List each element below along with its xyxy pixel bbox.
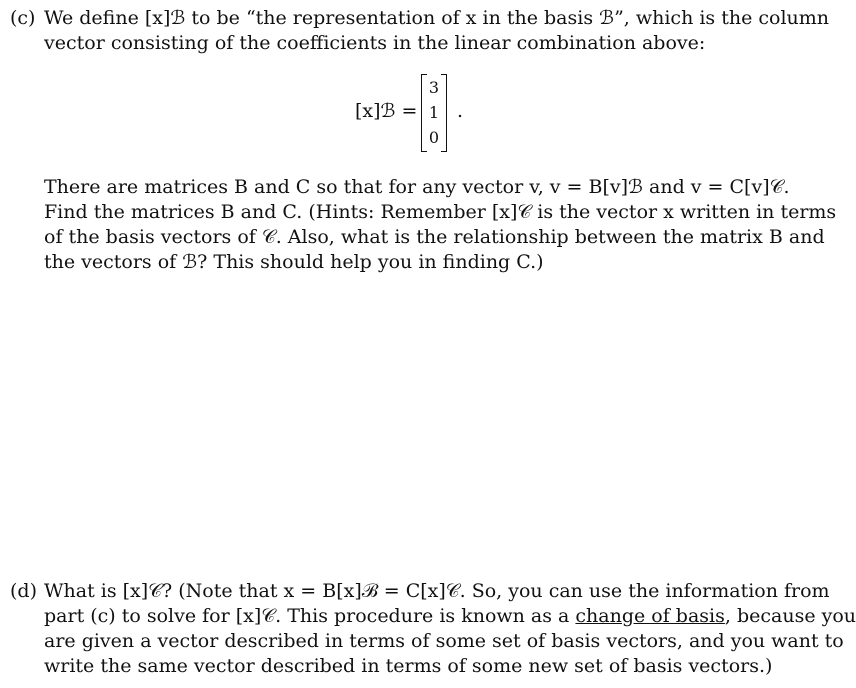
right-bracket	[441, 74, 447, 152]
part-c-label: (c)	[10, 7, 36, 29]
vector-entry: 3	[428, 78, 440, 97]
equation-lhs: [x]ℬ =	[355, 100, 418, 122]
part-c-line-1: We define [x]ℬ to be “the representation of x in the basis ℬ”, which is the column	[44, 7, 830, 29]
part-d-line-2: part (c) to solve for [x]𝒞. This procedure is known as a change of basis, because you	[44, 605, 856, 627]
vector-entry: 1	[428, 103, 440, 122]
part-d-line-3: are given a vector described in terms of some set of basis vectors, and you want to	[44, 630, 844, 652]
part-c-line-2: vector consisting of the coefficients in the linear combination above:	[44, 32, 706, 54]
part-c-continued	[10, 175, 837, 275]
equation-period: .	[457, 100, 464, 122]
column-vector	[421, 74, 447, 152]
part-c-para2-line-3: of the basis vectors of 𝒞. Also, what is the relationship between the matrix B and	[44, 226, 825, 248]
part-d-line-4: write the same vector described in terms of some new set of basis vectors.)	[44, 655, 773, 677]
part-c-para2-line-4: the vectors of ℬ? This should help you in finding C.)	[44, 251, 544, 273]
vector-entry: 0	[428, 128, 440, 147]
part-c-para2-line-1: There are matrices B and C so that for any vector v, v = B[v]ℬ and v = C[v]𝒞.	[44, 176, 790, 198]
part-d	[10, 579, 856, 679]
part-c	[10, 6, 830, 56]
part-d-label: (d)	[10, 580, 37, 602]
part-d-line-1: What is [x]𝒞? (Note that x = B[x]ℬ = C[x]𝒞. So, you can use the information from	[44, 580, 830, 602]
part-c-para2-line-2: Find the matrices B and C. (Hints: Remember [x]𝒞 is the vector x written in terms	[44, 201, 837, 223]
change-of-basis-term: change of basis	[575, 605, 725, 627]
coordinate-vector-equation	[355, 74, 495, 154]
